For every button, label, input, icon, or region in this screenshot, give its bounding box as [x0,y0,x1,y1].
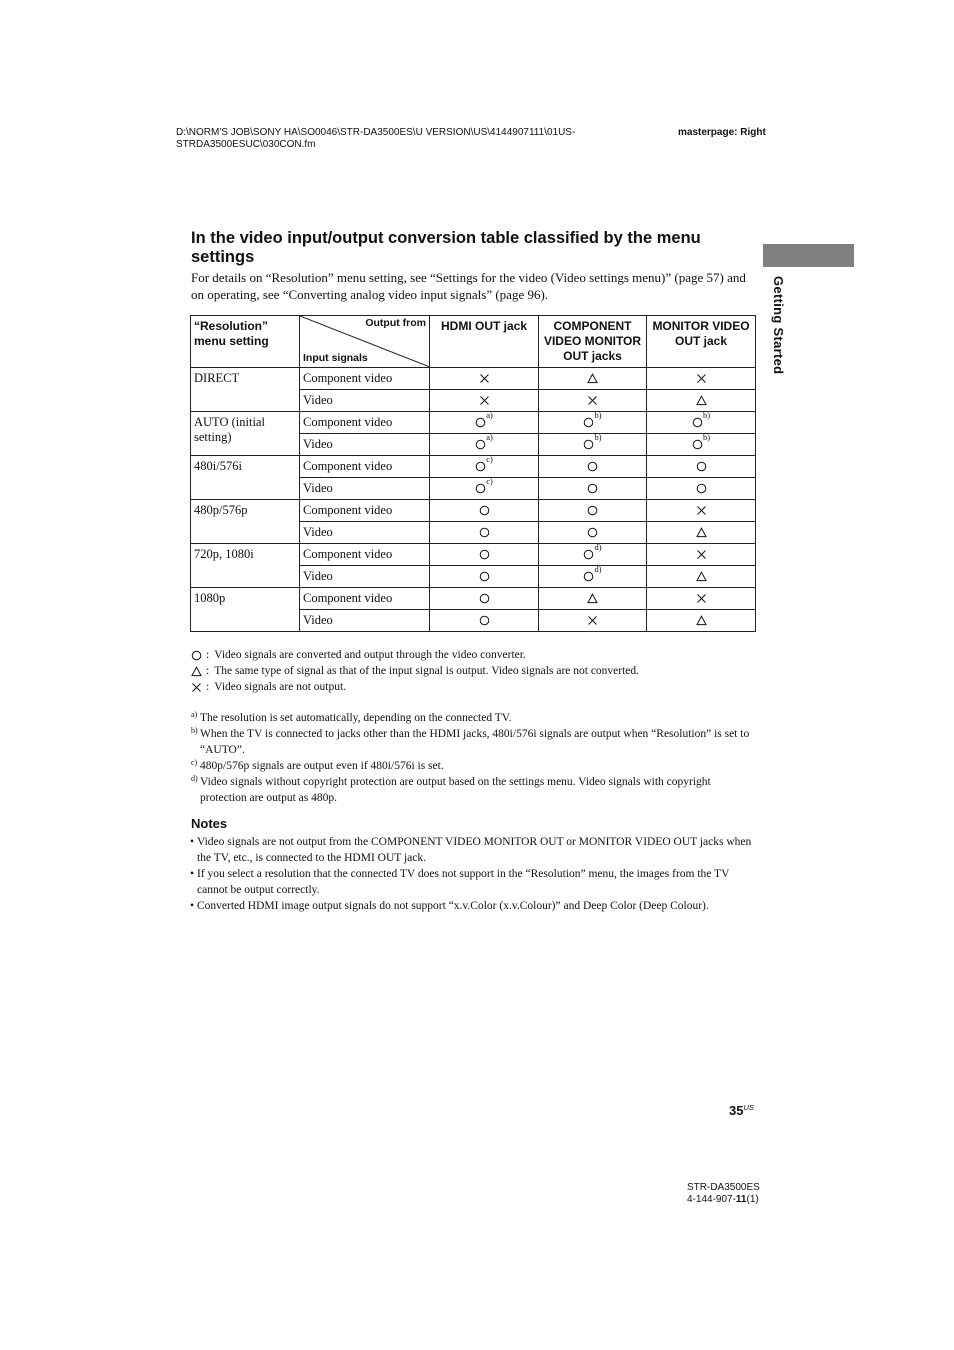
legend-text: Video signals are converted and output through the video converter. [214,649,526,661]
monitor-output-cell [647,431,756,456]
legend-item: : Video signals are not output. [191,679,751,695]
component-output-cell [539,610,647,632]
footnote-marker: d) [191,774,198,783]
circle-symbol-icon [479,527,490,538]
circle-symbol-icon [696,483,707,494]
input-signal-cell: Component video [300,412,430,434]
header-hdmi-out: HDMI OUT jack [430,316,539,368]
file-path-line-2: STRDA3500ESUC\030CON.fm [176,139,316,150]
header-monitor-video-out: MONITOR VIDEO OUT jack [647,316,756,368]
hdmi-output-cell [430,475,539,500]
circle-symbol-icon [479,615,490,626]
part-code: 4-144-907-11(1) [687,1194,759,1205]
input-signal-cell: Video [300,566,430,588]
footnote-reference: c) [486,475,493,486]
input-signal-cell: Video [300,434,430,456]
resolution-setting-cell: 720p, 1080i [191,544,300,588]
circle-symbol-icon [692,417,703,428]
monitor-output-cell [647,409,756,434]
cross-symbol-icon [696,373,707,384]
component-output-cell [539,409,647,434]
footnote-marker: a) [191,710,198,719]
component-output-cell [539,563,647,588]
triangle-symbol-icon [587,373,598,384]
cross-symbol-icon [696,549,707,560]
footnote-item [191,726,751,758]
footnote-reference: d) [594,541,602,552]
header-component-video-monitor-out: COMPONENT VIDEO MONITOR OUT jacks [539,316,647,368]
footnote-text: Video signals without copyright protection are output based on the settings menu. Video signals with copyright protection are output as 480p. [200,776,711,804]
footnote-marker: b) [191,726,198,735]
monitor-output-cell [647,500,756,522]
resolution-setting-cell: AUTO (initial setting) [191,412,300,456]
conversion-table [190,315,756,632]
footnote-text: 480p/576p signals are output even if 480i/576i is set. [200,760,444,772]
circle-symbol-icon [475,439,486,450]
circle-symbol-icon [583,439,594,450]
side-tab-bar [763,244,854,267]
triangle-symbol-icon [696,395,707,406]
input-signal-cell: Component video [300,368,430,390]
triangle-symbol-icon [696,527,707,538]
component-output-cell [539,431,647,456]
notes-list [191,834,753,914]
footnote-item [191,710,751,726]
resolution-setting-cell: DIRECT [191,368,300,412]
cross-symbol-icon [479,373,490,384]
cross-symbol-icon [587,395,598,406]
resolution-setting-cell: 480i/576i [191,456,300,500]
circle-symbol-icon [475,461,486,472]
table-row [191,544,756,566]
hdmi-output-cell [430,500,539,522]
footnote-text: The resolution is set automatically, depending on the connected TV. [200,712,512,724]
circle-symbol-icon [475,483,486,494]
triangle-symbol-icon [191,666,202,677]
legend-text: Video signals are not output. [214,681,347,693]
table-header-row [191,316,756,368]
component-output-cell [539,456,647,478]
resolution-setting-cell: 480p/576p [191,500,300,544]
model-number: STR-DA3500ES [687,1182,760,1193]
monitor-output-cell [647,566,756,588]
table-row [191,588,756,610]
component-output-cell [539,390,647,412]
circle-symbol-icon [479,549,490,560]
note-item: • Converted HDMI image output signals do not support “x.v.Color (x.v.Colour)” and Deep Color (Deep Colour). [191,898,753,914]
footnote-reference: b) [702,431,711,442]
circle-symbol-icon [696,461,707,472]
footnote-reference: a) [486,431,493,442]
component-output-cell [539,500,647,522]
notes-heading: Notes [191,816,228,831]
circle-symbol-icon [587,527,598,538]
hdmi-output-cell [430,453,539,478]
footnote-reference: b) [594,409,602,420]
footnote-reference: c) [486,453,493,464]
circle-symbol-icon [475,417,486,428]
hdmi-output-cell [430,610,539,632]
hdmi-output-cell [430,431,539,456]
footnote-reference: a) [486,409,493,420]
table-body [191,368,756,632]
hdmi-output-cell [430,566,539,588]
component-output-cell [539,368,647,390]
circle-symbol-icon [479,593,490,604]
hdmi-output-cell [430,368,539,390]
circle-symbol-icon [583,417,594,428]
hdmi-output-cell [430,544,539,566]
circle-symbol-icon [479,571,490,582]
table-row [191,500,756,522]
component-output-cell [539,478,647,500]
triangle-symbol-icon [696,615,707,626]
footnote-reference: b) [702,409,711,420]
intro-paragraph: For details on “Resolution” menu setting, see “Settings for the video (Video settings menu)” (page 57) and on operating, see “Converting analog video input signals” (page 96). [191,270,746,302]
model-info [687,1182,760,1206]
legend-item: : Video signals are converted and output through the video converter. [191,647,751,663]
input-signal-cell: Video [300,522,430,544]
footnote-reference: b) [594,431,602,442]
component-output-cell [539,541,647,566]
cross-symbol-icon [479,395,490,406]
legend-item: : The same type of signal as that of the input signal is output. Video signals are not converted. [191,663,751,679]
header-diagonal-cell [300,316,430,368]
footnotes [191,710,751,806]
triangle-symbol-icon [587,593,598,604]
footnote-item [191,774,751,806]
page-region-code: US [743,1103,754,1112]
header-resolution-setting: “Resolution” menu setting [191,316,300,368]
header-input-signals: Input signals [303,352,368,364]
input-signal-cell: Component video [300,456,430,478]
monitor-output-cell [647,478,756,500]
input-signal-cell: Video [300,478,430,500]
legend-text: The same type of signal as that of the input signal is output. Video signals are not converted. [214,665,640,677]
table-row [191,456,756,478]
note-item: • If you select a resolution that the connected TV does not support in the “Resolution” menu, the images from the TV cannot be output correctly. [191,866,753,898]
cross-symbol-icon [191,682,202,693]
circle-symbol-icon [587,483,598,494]
input-signal-cell: Component video [300,544,430,566]
component-output-cell [539,522,647,544]
cross-symbol-icon [696,593,707,604]
page-number-value: 35 [729,1103,744,1118]
circle-symbol-icon [692,439,703,450]
table-row [191,412,756,434]
footnote-text: When the TV is connected to jacks other than the HDMI jacks, 480i/576i signals are output when “Resolution” is set to “AUTO”. [200,728,750,756]
section-title: In the video input/output conversion table classified by the menu settings [191,229,701,266]
monitor-output-cell [647,390,756,412]
input-signal-cell: Video [300,390,430,412]
masterpage-label: masterpage: Right [678,127,766,138]
monitor-output-cell [647,610,756,632]
table-row [191,368,756,390]
resolution-setting-cell: 1080p [191,588,300,632]
circle-symbol-icon [479,505,490,516]
component-output-cell [539,588,647,610]
symbol-legend [191,647,751,695]
hdmi-output-cell [430,409,539,434]
input-signal-cell: Component video [300,588,430,610]
hdmi-output-cell [430,588,539,610]
circle-symbol-icon [583,571,594,582]
footnote-reference: d) [594,563,602,574]
circle-symbol-icon [587,505,598,516]
cross-symbol-icon [696,505,707,516]
monitor-output-cell [647,368,756,390]
footnote-item [191,758,751,774]
circle-symbol-icon [587,461,598,472]
input-signal-cell: Component video [300,500,430,522]
circle-symbol-icon [583,549,594,560]
monitor-output-cell [647,522,756,544]
circle-symbol-icon [191,650,202,661]
input-signal-cell: Video [300,610,430,632]
cross-symbol-icon [587,615,598,626]
header-output-from: Output from [365,317,426,329]
note-item: • Video signals are not output from the COMPONENT VIDEO MONITOR OUT or MONITOR VIDEO OUT jacks when the TV, etc., is connected to the HDMI OUT jack. [191,834,753,866]
page-number [729,1103,754,1118]
monitor-output-cell [647,588,756,610]
file-path-line-1: D:\NORM'S JOB\SONY HA\SO0046\STR-DA3500ES\U VERSION\US\4144907111\01US- [176,127,576,138]
triangle-symbol-icon [696,571,707,582]
monitor-output-cell [647,544,756,566]
side-tab-label: Getting Started [771,276,786,375]
monitor-output-cell [647,456,756,478]
footnote-marker: c) [191,758,198,767]
hdmi-output-cell [430,522,539,544]
file-path-header [176,127,646,151]
hdmi-output-cell [430,390,539,412]
